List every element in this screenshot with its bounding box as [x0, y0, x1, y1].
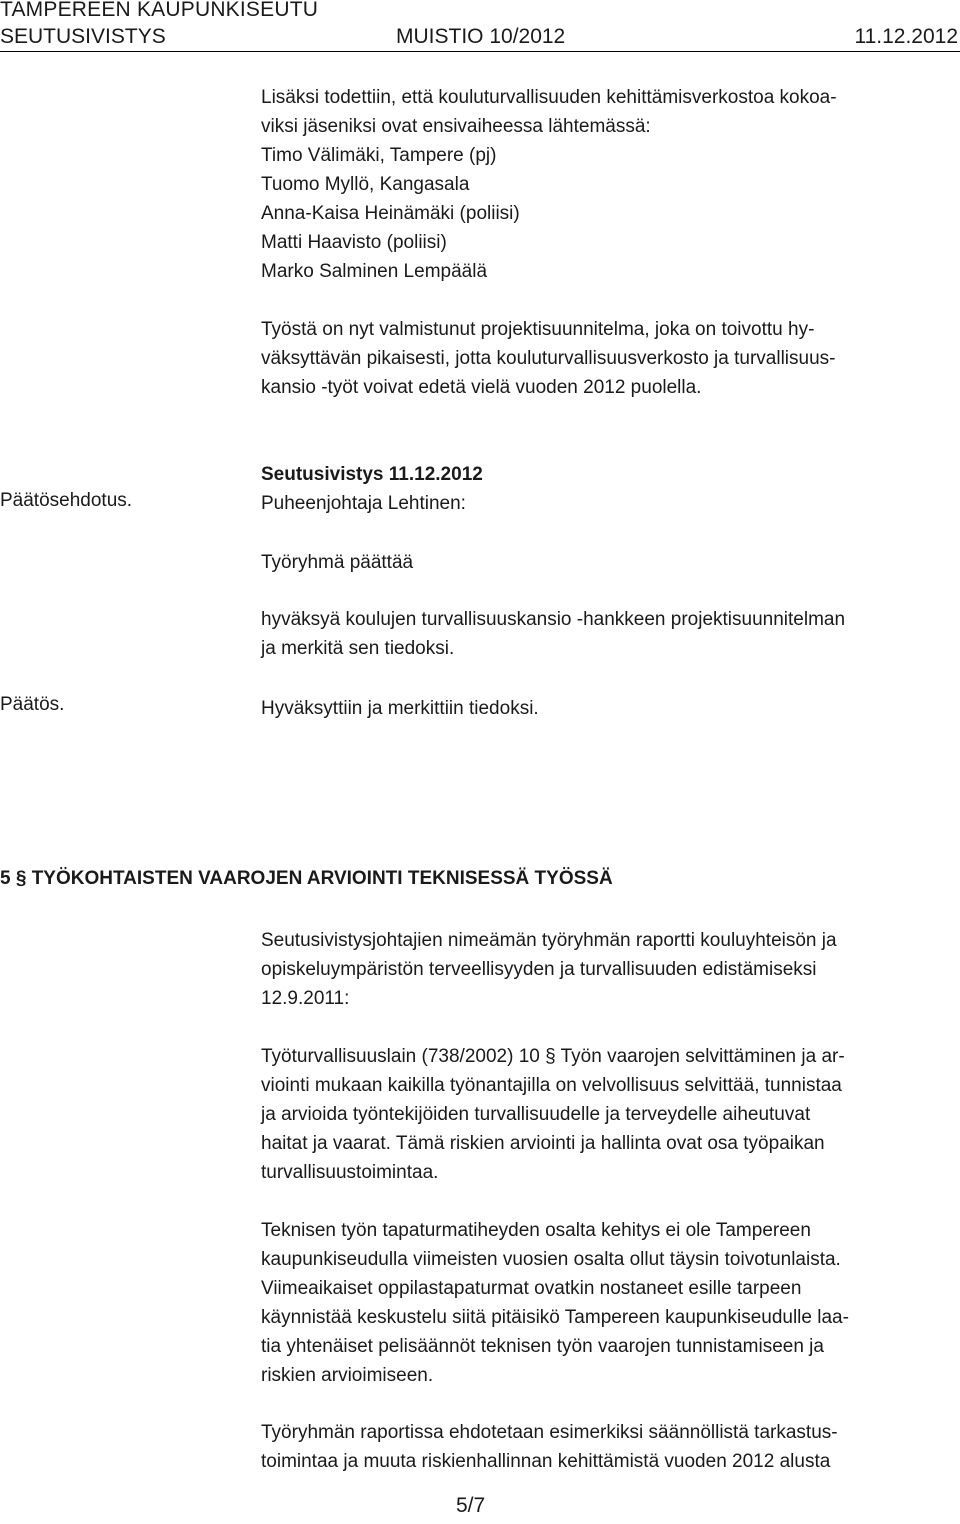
intro-line: viksi jäseniksi ovat ensivaiheessa lähtemässä:: [261, 116, 651, 137]
member-item: Matti Haavisto (poliisi): [261, 232, 447, 253]
intro-paragraph: [261, 83, 951, 286]
intro-line: Lisäksi todettiin, että kouluturvallisuuden kehittämisverkostoa kokoa-: [261, 87, 837, 108]
header-divider: [0, 51, 960, 52]
paragraph-line: riskien arvioimiseen.: [261, 1365, 434, 1386]
paragraph-line: 12.9.2011:: [261, 988, 350, 1009]
proposal-heading: Seutusivistys 11.12.2012: [261, 464, 483, 485]
proposal-label: Päätösehdotus.: [0, 490, 133, 511]
member-item: Anna-Kaisa Heinämäki (poliisi): [261, 203, 520, 224]
paragraph-line: tia yhtenäiset pelisäännöt teknisen työn vaarojen tunnistamiseen ja: [261, 1336, 824, 1357]
paragraph-line: Teknisen työn tapaturmatiheyden osalta kehitys ei ole Tampereen: [261, 1220, 811, 1241]
paragraph-line: Työryhmän raportissa ehdotetaan esimerkiksi säännöllistä tarkastus-: [261, 1422, 838, 1443]
member-item: Marko Salminen Lempäälä: [261, 261, 488, 282]
paragraph-line: Viimeaikaiset oppilastapaturmat ovatkin nostaneet esille tarpeen: [261, 1278, 802, 1299]
member-item: Timo Välimäki, Tampere (pj): [261, 145, 497, 166]
plan-line: Työstä on nyt valmistunut projektisuunnitelma, joka on toivottu hy-: [261, 319, 815, 340]
paragraph-line: Seutusivistysjohtajien nimeämän työryhmän raportti kouluyhteisön ja: [261, 930, 837, 951]
paragraph-line: kaupunkiseudulla viimeisten vuosien osalta ollut täysin toivotunlaista.: [261, 1249, 841, 1270]
header-row: [0, 25, 960, 51]
chair-line: Puheenjohtaja Lehtinen:: [261, 493, 466, 514]
member-item: Tuomo Myllö, Kangasala: [261, 174, 470, 195]
paragraph-line: opiskeluympäristön terveellisyyden ja turvallisuuden edistämiseksi: [261, 959, 817, 980]
section-paragraph: [261, 1042, 951, 1187]
proposal-decision: [261, 605, 951, 663]
department-name: SEUTUSIVISTYS: [0, 25, 166, 48]
paragraph-line: turvallisuustoimintaa.: [261, 1162, 439, 1183]
header-date: 11.12.2012: [854, 25, 958, 48]
plan-line: kansio -työt voivat edetä vielä vuoden 2012 puolella.: [261, 377, 702, 398]
organization-name: TAMPEREEN KAUPUNKISEUTU: [0, 0, 319, 21]
workgroup-line: Työryhmä päättää: [261, 552, 414, 573]
page-number: 5/7: [456, 1494, 486, 1517]
paragraph-line: toimintaa ja muuta riskienhallinnan kehittämistä vuoden 2012 alusta: [261, 1451, 831, 1472]
decision-label: Päätös.: [0, 694, 65, 715]
section-paragraph: [261, 1216, 951, 1390]
paragraph-line: haitat ja vaarat. Tämä riskien arviointi ja hallinta ovat osa työpaikan: [261, 1133, 825, 1154]
paragraph-line: ja arvioida työntekijöiden turvallisuudelle ja terveydelle aiheutuvat: [261, 1104, 811, 1125]
section-title: 5 § TYÖKOHTAISTEN VAAROJEN ARVIOINTI TEKNISESSÄ TYÖSSÄ: [0, 868, 613, 889]
document-header: [0, 0, 960, 52]
plan-paragraph: [261, 315, 951, 402]
section-paragraph: [261, 926, 951, 1013]
proposal-decision-line: hyväksyä koulujen turvallisuuskansio -hankkeen projektisuunnitelman: [261, 609, 846, 630]
paragraph-line: käynnistää keskustelu siitä pitäisikö Tampereen kaupunkiseudulle laa-: [261, 1307, 849, 1328]
proposal-decision-line: ja merkitä sen tiedoksi.: [261, 638, 455, 659]
plan-line: väksyttävän pikaisesti, jotta kouluturvallisuusverkosto ja turvallisuus-: [261, 348, 836, 369]
decision-text: Hyväksyttiin ja merkittiin tiedoksi.: [261, 698, 539, 719]
section-paragraph: [261, 1418, 951, 1476]
memo-number: MUISTIO 10/2012: [396, 25, 566, 48]
paragraph-line: viointi mukaan kaikilla työnantajilla on velvollisuus selvittää, tunnistaa: [261, 1075, 842, 1096]
proposal-block: [261, 460, 951, 518]
paragraph-line: Työturvallisuuslain (738/2002) 10 § Työn vaarojen selvittäminen ja ar-: [261, 1046, 845, 1067]
